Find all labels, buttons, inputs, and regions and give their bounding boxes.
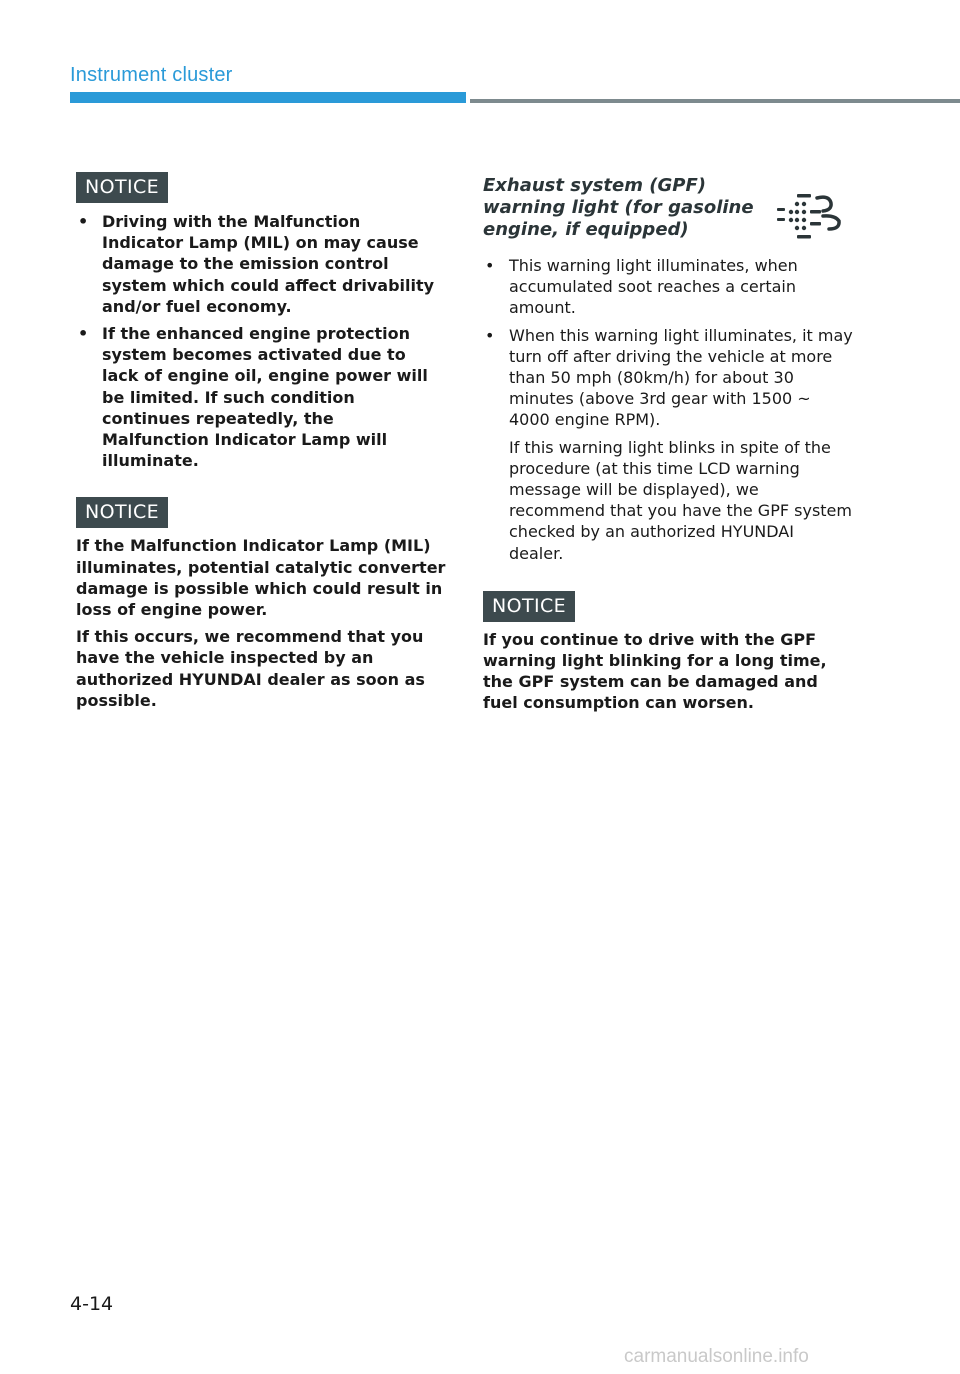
gpf-warning-icon [777, 185, 851, 243]
warning-bullet-item: • This warning light illuminates, when accumulated soot reaches a certain amount. [483, 255, 853, 319]
header-rule-gray [470, 99, 960, 103]
warning-bullet-item: • When this warning light illuminates, it may turn off after driving the vehicle at more than 50 mph (80km/h) for about 30 minutes (above 3rd gear with 1500 ~ 4000 engine RPM). [483, 325, 853, 431]
section-title: Instrument cluster [70, 64, 233, 86]
notice-bullet-list [76, 211, 446, 471]
notice-paragraph: If the Malfunction Indicator Lamp (MIL) illuminates, potential catalytic converter damage is possible which could result in loss of engine power. [76, 536, 446, 620]
bullet-continuation: If this warning light blinks in spite of the procedure (at this time LCD warning message will be displayed), we recommend that you have the GPF system checked by an authorized HYUNDAI dealer. [509, 437, 852, 563]
notice-label: NOTICE [76, 497, 168, 528]
warning-bullet-list [483, 255, 853, 431]
notice-label: NOTICE [483, 591, 575, 622]
notice-bullet-item: • If the enhanced engine protection system becomes activated due to lack of engine oil, engine power will be limited. If such condition continues repeatedly, the Malfunction Indicator Lamp will illuminate. [76, 323, 446, 471]
notice-paragraph: If this occurs, we recommend that you have the vehicle inspected by an authorized HYUNDAI dealer as soon as possible. [76, 627, 425, 710]
notice-bullet-item: • Driving with the Malfunction Indicator Lamp (MIL) on may cause damage to the emission control system which could affect drivability and/or fuel economy. [76, 211, 446, 317]
notice-body: If you continue to drive with the GPF warning light blinking for a long time, the GPF system can be damaged and fuel consumption can worsen. [483, 629, 827, 713]
right-column [483, 175, 853, 714]
watermark: carmanualsonline.info [624, 1346, 809, 1367]
header-rule-blue [70, 92, 466, 103]
page-number: 4-14 [70, 1293, 114, 1315]
section-heading: Exhaust system (GPF) warning light (for gasoline engine, if equipped) [483, 175, 754, 240]
left-column [76, 172, 446, 711]
notice-label: NOTICE [76, 172, 168, 203]
notice-body [76, 535, 446, 711]
heading-row [483, 175, 853, 249]
